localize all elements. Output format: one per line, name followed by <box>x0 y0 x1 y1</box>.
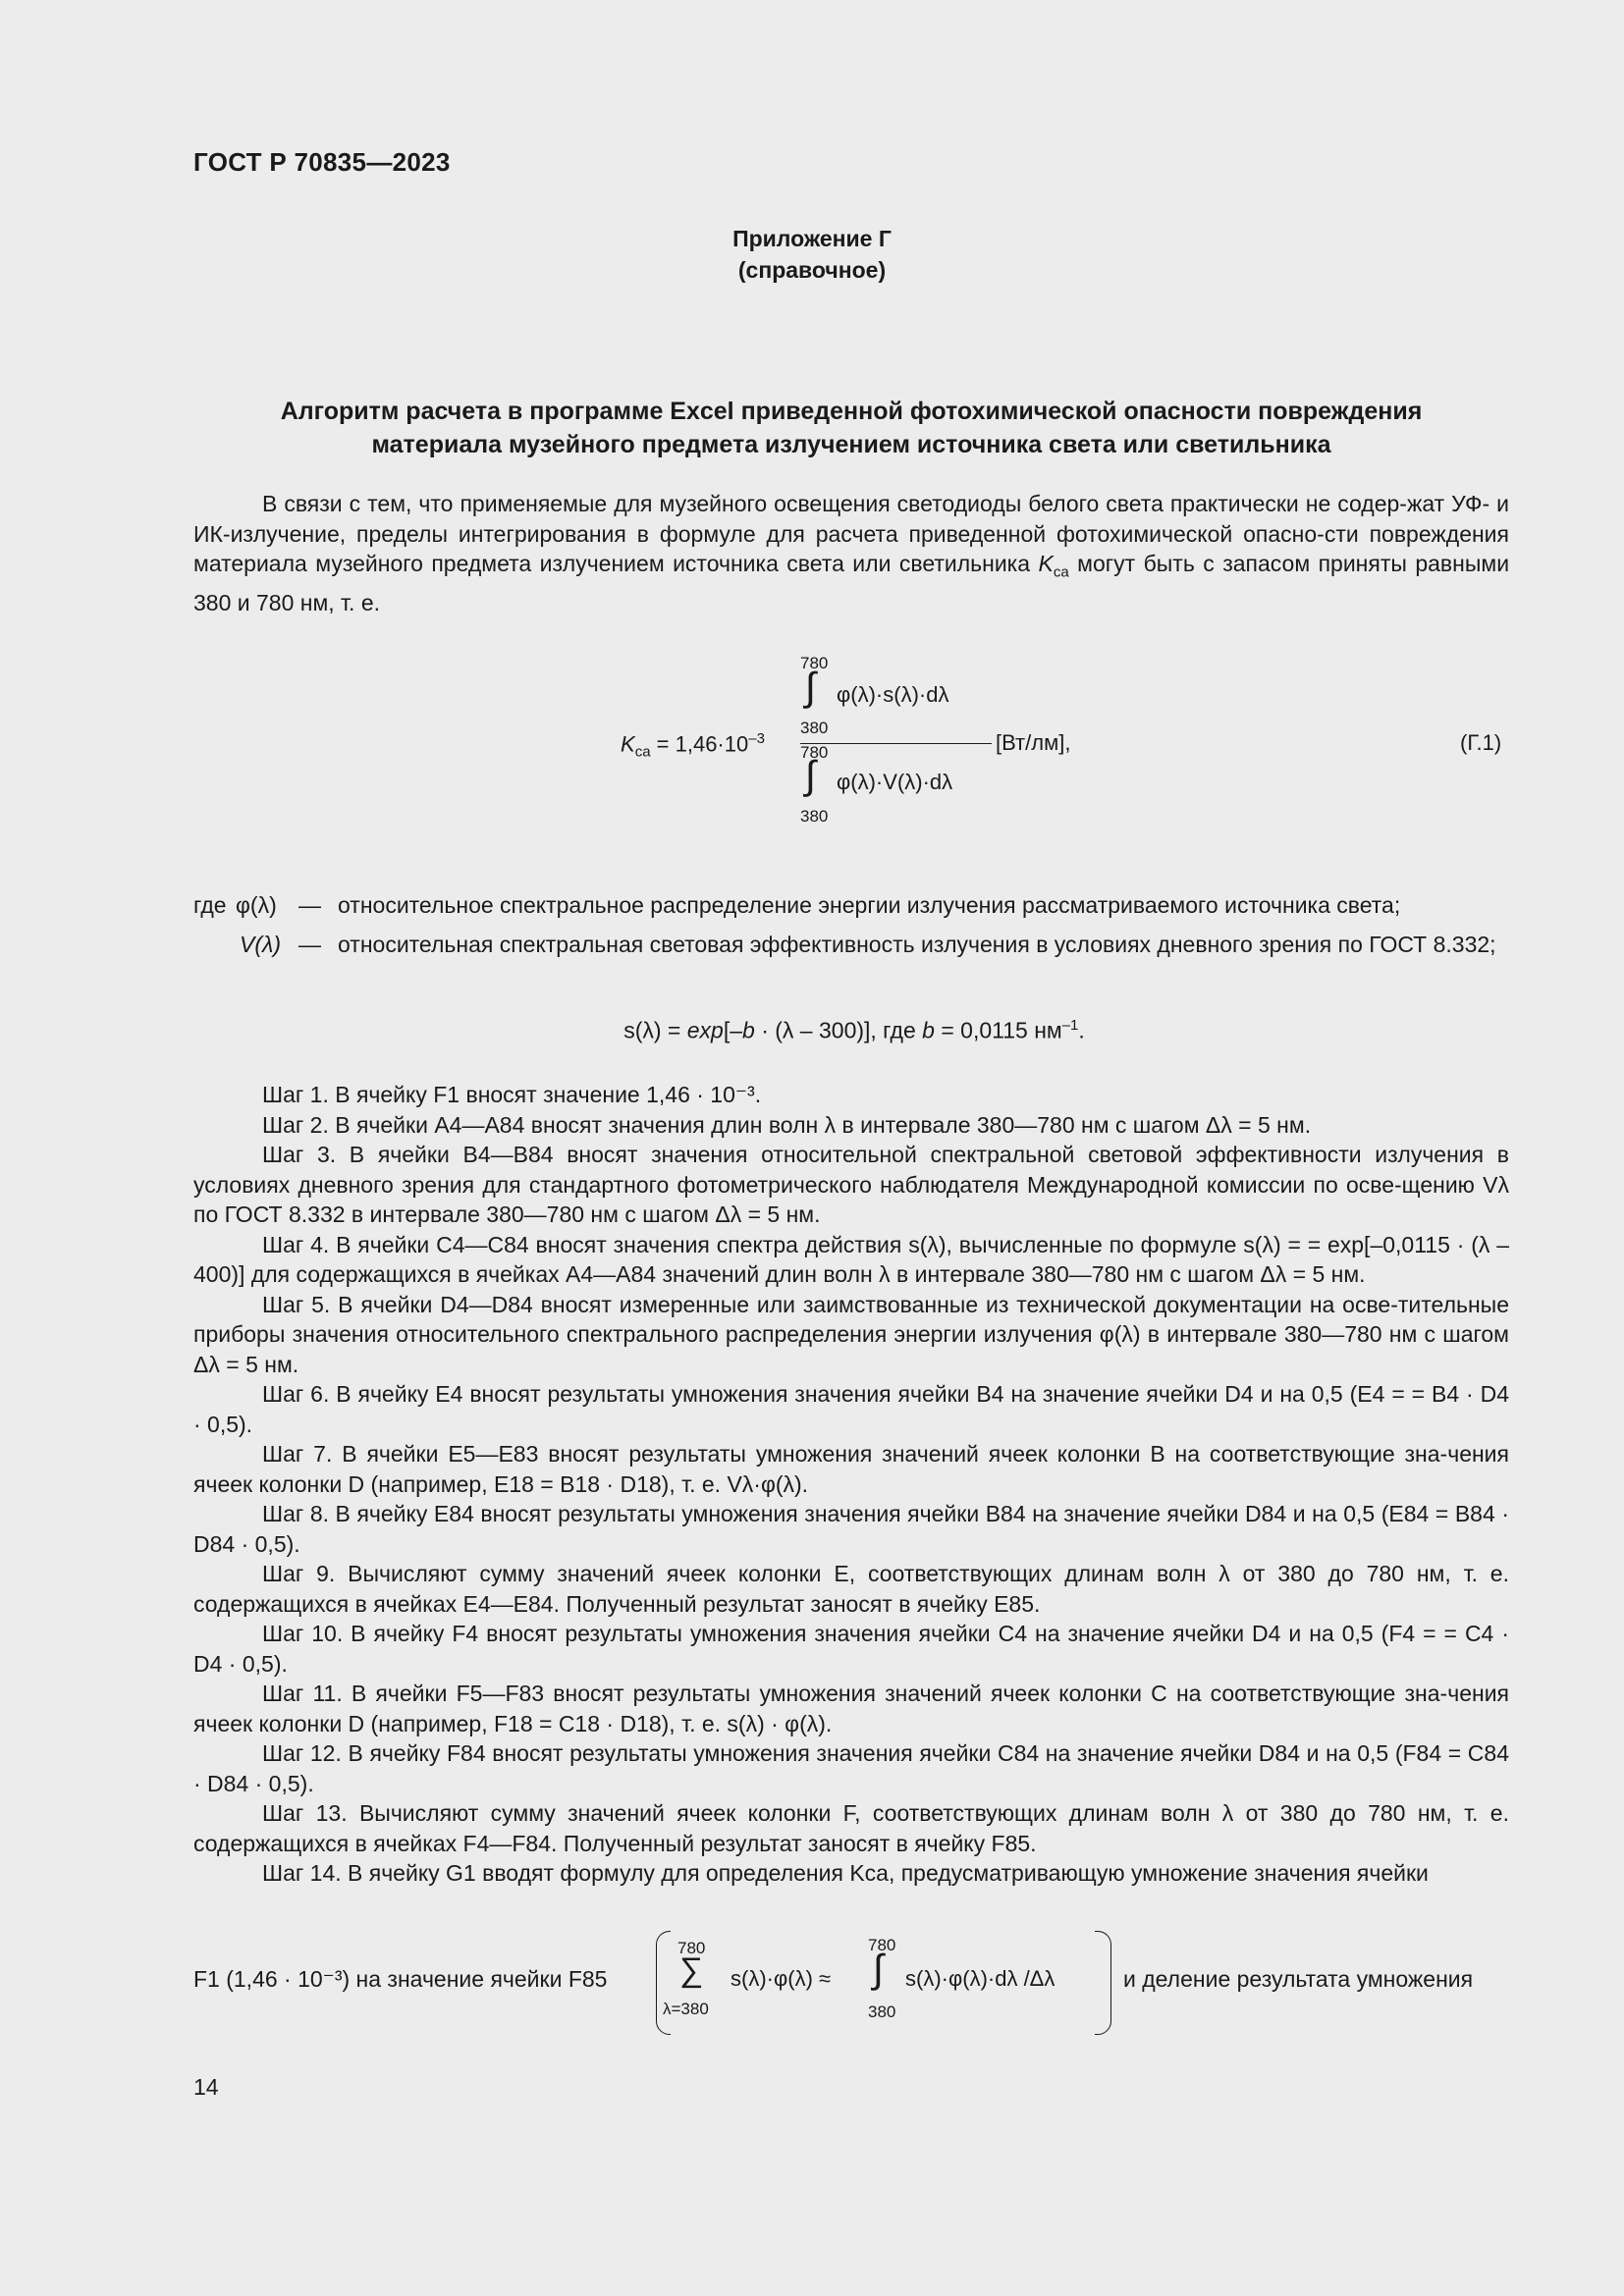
sum-lower-limit: λ=380 <box>663 2000 709 2018</box>
den-lower-limit: 380 <box>800 807 829 826</box>
sum-sign: ∑ <box>679 1951 704 1989</box>
where-text-1: относительное спектральное распределение энергии излучения рассматриваемого источника света; <box>338 892 1401 918</box>
intro-paragraph <box>193 489 1509 618</box>
where-symbol-2: V(λ) <box>240 932 281 957</box>
steps-list <box>193 1080 1509 1889</box>
formula-denominator: φ(λ)·V(λ)·dλ <box>837 770 953 794</box>
appendix-kind: (справочное) <box>737 257 887 283</box>
step-1: Шаг 1. В ячейку F1 вносят значение 1,46 · 10⁻³. <box>262 1082 762 1107</box>
last-line-right: и деление результата умножения <box>1123 1966 1474 1992</box>
sum-upper-limit: 780 <box>677 1939 706 1957</box>
step-11: Шаг 11. В ячейки F5—F83 вносят результаты умножения значений ячеек колонки C на соответствующие зна-чения ячеек колонки D (например, F18 = C18 · D18), т. е. s(λ) · φ(λ). <box>193 1681 1509 1736</box>
formula-numerator: φ(λ)·s(λ)·dλ <box>837 682 949 707</box>
f2-c: [– <box>723 1017 743 1043</box>
sum-body: s(λ)·φ(λ) ≈ <box>731 1966 832 1991</box>
f2-b-symbol-2: b <box>922 1017 935 1043</box>
f2-exp-fn: exp <box>686 1017 724 1043</box>
step-13: Шаг 13. Вычисляют сумму значений ячеек колонки F, соответствующих длинам волн λ от 380 до 780 нм, т. е. содержащихся в ячейках F4—F84. Полученный результат заносят в ячейку F85. <box>193 1800 1509 1856</box>
step-3: Шаг 3. В ячейки B4—B84 вносят значения относительной спектральной световой эффективности излучения в условиях дневного зрения для стандартного фотометрического наблюдателя Международной комиссии по осве-щению Vλ по ГОСТ 8.332 в интервале 380—780 нм с шагом Δλ = 5 нм. <box>193 1142 1509 1227</box>
where-label: где <box>193 892 227 918</box>
den-integral-sign: ∫ <box>805 754 816 797</box>
formula-lhs-symbol: K <box>621 731 635 757</box>
document-header: ГОСТ Р 70835—2023 <box>193 147 451 177</box>
num-integral-sign: ∫ <box>805 666 816 709</box>
formula-number: (Г.1) <box>1460 730 1502 755</box>
step-4: Шаг 4. В ячейки C4—C84 вносят значения спектра действия s(λ), вычисленные по формуле s(λ) = = exp[–0,0115 · (λ – 400)] для содержащихся в ячейках A4—A84 значений длин волн λ в интервале 380—780 нм с шагом Δλ = 5 нм. <box>193 1231 1509 1287</box>
step-10: Шаг 10. В ячейку F4 вносят результаты умножения значения ячейки C4 на значение ячейки D4 и на 0,5 (F4 = = C4 · D4 · 0,5). <box>193 1621 1509 1677</box>
step-2: Шаг 2. В ячейки A4—A84 вносят значения длин волн λ в интервале 380—780 нм с шагом Δλ = 5 нм. <box>262 1111 1312 1138</box>
action-spectrum-formula <box>0 1017 1624 1044</box>
step-9: Шаг 9. Вычисляют сумму значений ячеек колонки E, соответствующих длинам волн λ от 380 до 780 нм, т. е. содержащихся в ячейках E4—E84. Полученный результат заносят в ячейку E85. <box>193 1561 1509 1617</box>
intro-text: В связи с тем, что применяемые для музейного освещения светодиоды белого света практически не содер-жат УФ- и ИК-излучение, пределы интегрирования в формуле для расчета приведенной фотохимической опасно-сти повреждения материала музейного предмета излучением источника света или светильника <box>193 491 1509 576</box>
where-dash-1: — <box>298 892 321 918</box>
page-number: 14 <box>193 2074 219 2100</box>
formula-coefficient: = 1,46·10 <box>656 731 749 757</box>
fraction-bar <box>800 743 992 744</box>
step-14: Шаг 14. В ячейку G1 вводят формулу для определения Kса, предусматривающую умножение значения ячейки <box>262 1860 1429 1886</box>
num-upper-limit: 780 <box>800 654 829 672</box>
appendix-title: Приложение Г <box>732 226 892 251</box>
formula-lhs-sub: са <box>634 743 651 761</box>
den-upper-limit: 780 <box>800 743 829 762</box>
f2-e: · (λ – 300)], где <box>754 1017 923 1043</box>
f2-exp: –1 <box>1061 1017 1079 1034</box>
where-text-2: относительная спектральная световая эффективность излучения в условиях дневного зрения по ГОСТ 8.332; <box>338 932 1496 957</box>
where-symbol-1: φ(λ) <box>236 892 277 918</box>
formula-lhs <box>621 730 765 761</box>
step-7: Шаг 7. В ячейки E5—E83 вносят результаты умножения значений ячеек колонки B на соответствующие зна-чения ячеек колонки D (например, E18 = B18 · D18), т. е. Vλ·φ(λ). <box>193 1441 1509 1497</box>
f2-a: s(λ) = <box>623 1017 687 1043</box>
integral-sign: ∫ <box>873 1948 884 1991</box>
formula-coefficient-exp: –3 <box>748 730 765 747</box>
integral-lower-limit: 380 <box>868 2002 896 2021</box>
step-8: Шаг 8. В ячейку E84 вносят результаты умножения значения ячейки B84 на значение ячейки D84 и на 0,5 (E84 = B84 · D84 · 0,5). <box>193 1501 1509 1557</box>
formula-unit: [Вт/лм], <box>996 730 1071 755</box>
step-12: Шаг 12. В ячейку F84 вносят результаты умножения значения ячейки C84 на значение ячейки D84 и на 0,5 (F84 = C84 · D84 · 0,5). <box>193 1740 1509 1796</box>
step-5: Шаг 5. В ячейки D4—D84 вносят измеренные или заимствованные из технической документации на осве-тительные приборы значения относительного спектрального распределения энергии излучения φ(λ) в интервале 380—780 нм с шагом Δλ = 5 нм. <box>193 1291 1509 1377</box>
intro-k-symbol: K <box>1038 551 1054 576</box>
num-lower-limit: 380 <box>800 719 829 737</box>
section-title-line-1: Алгоритм расчета в программе Excel приведенной фотохимической опасности повреждения <box>280 398 1423 425</box>
section-title-line-2: материала музейного предмета излучением источника света или светильника <box>371 431 1331 458</box>
last-line-left: F1 (1,46 · 10⁻³) на значение ячейки F85 <box>193 1966 608 1992</box>
where-dash-2: — <box>298 932 321 957</box>
f2-h: . <box>1078 1017 1085 1043</box>
f2-g: = 0,0115 нм <box>934 1017 1062 1043</box>
f2-b-symbol: b <box>742 1017 755 1043</box>
section-title <box>193 395 1509 461</box>
step-6: Шаг 6. В ячейку E4 вносят результаты умножения значения ячейки B4 на значение ячейки D4 и на 0,5 (E4 = = B4 · D4 · 0,5). <box>193 1381 1509 1437</box>
intro-tail: могут быть с запасом приняты равными 380 и 780 нм, т. е. <box>193 551 1510 616</box>
integral-upper-limit: 780 <box>868 1936 896 1954</box>
integral-body: s(λ)·φ(λ)·dλ /Δλ <box>905 1966 1056 1991</box>
intro-k-sub: са <box>1053 563 1069 581</box>
